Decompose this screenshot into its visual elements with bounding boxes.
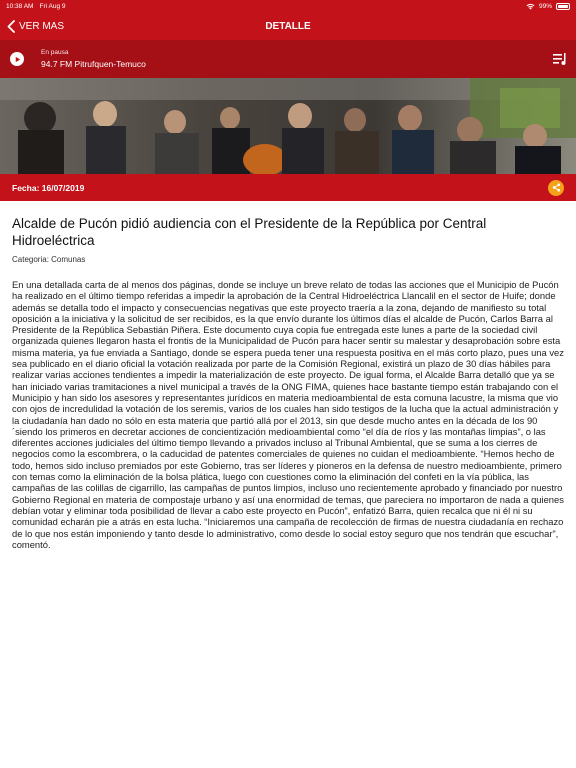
- player-station: 94.7 FM Pitrufquen-Temuco: [41, 59, 146, 69]
- date-bar: [0, 174, 576, 201]
- wifi-icon: [526, 3, 535, 10]
- status-time: 10:38 AM: [6, 2, 34, 10]
- article-body: En una detallada carta de al menos dos páginas, donde se incluye un breve relato de todas las acciones que el Municipio de Pucón ha realizado en el último tiempo referidas a impedir la aprobación de la Central Hidroeléctrica Llancalil en el sector de Huife; donde además se detalla todo el impacto y consecuencias negativas que este proyecto traería a la zona, dejando de manifiesto su total oposición a la iniciativa y la solicitud de ser recibidos, es la que envío durante los últimos días el alcalde de Pucón, Carlos Barra al Presidente de la República Sebastián Piñera. Este documento cuya copia fue entregada este lunes a parte de la sociedad civil organizada quienes llegaron hasta el frontis de la Municipalidad de Pucón para hacer sentir su malestar y desaprobación sobre esta misma materia, ya fue enviada a Santiago, donde se espera pueda tener una respuesta positiva en el más corto plazo, pues una vez sea publicado en el diario oficial la votación realizada por parte de la Comisión Regional, existirá un plazo de 30 días hábiles para realizar varias acciones tendientes a impedir la materialización de este proyecto. De igual forma, el Alcalde Barra detalló que ya se han iniciado varias tramitaciones a nivel municipal a través de la ONG FIMA, quienes hace bastante tiempo están trabajando con el Municipio y han sido los asesores y representantes jurídicos en materia medioambiental de esta comuna lacustre, la misma que vio con ojos de incredulidad la votación de los seremis, varios de los cuales han sido testigos de la lucha que la actual administración y la ciudadanía han dado no sólo en esta materia que partió allá por el 2013, sin que desde mucho antes en la década de los 90´siendo los primeros en decretar acciones de concientización medioambiental como “el día de ríos y las montañas limpias”, o las diferentes acciones judiciales del último tiempo llevando a privados incluso al Tribunal Ambiental, que se suma a los cierres de negocios como la escombrera, o la caducidad de patentes comerciales de quienes no cuidan el medioambiente. “Hemos hecho de todo, hemos sido incluso premiados por este Gobierno, tras ser líderes y pioneros en la defensa de nuestro medioambiente, primero con temas como la eliminación de la bolsa plática, luego con cuestiones como la eliminación del confeti en la vía pública, las campañas de las colillas de cigarrillo, las campañas de puntos limpios, incluso uno recientemente aprobado y financiado por nuestro Gobierno Regional en materia de compostaje urbano y así una enormidad de temas, que pareciera no importaron de nada a quienes debían votar y eliminar toda posibilidad de llevar a cabo este proyecto en Pucón”, enfatizó Barra, quien recalca que ni él ni su comunidad echarán pie a atrás en esta lucha. “Iniciaremos una campaña de recolección de firmas de nuestra ciudadanía en rechazo de lo que nos están imponiendo y tanto desde lo administrativo, como desde lo social estoy seguro que nos tendrán que escuchar”, comentó.: [12, 279, 564, 550]
- chevron-left-icon: [7, 20, 15, 33]
- article-image: [0, 78, 576, 174]
- status-left: [6, 3, 65, 10]
- share-button[interactable]: [548, 180, 564, 196]
- play-button[interactable]: [10, 52, 24, 66]
- article-category: Categoria: Comunas: [12, 255, 86, 264]
- article-date: Fecha: 16/07/2019: [12, 182, 85, 193]
- player-status: En pausa: [41, 49, 69, 56]
- nav-bar: [0, 12, 576, 40]
- status-date: Fri Aug 9: [39, 2, 66, 10]
- article-title: Alcalde de Pucón pidió audiencia con el Presidente de la República por Central Hidroeléctrica: [12, 216, 487, 248]
- playlist-icon[interactable]: [553, 53, 567, 66]
- battery-icon: [556, 3, 570, 10]
- radio-player: [0, 40, 576, 78]
- status-bar: [0, 0, 576, 12]
- player-info: [41, 49, 146, 69]
- back-button[interactable]: [0, 20, 64, 33]
- status-right: [526, 3, 570, 10]
- back-label: VER MAS: [19, 20, 65, 32]
- article: [0, 201, 576, 550]
- share-icon: [552, 183, 561, 192]
- meeting-photo: [0, 78, 576, 174]
- play-icon: [14, 56, 21, 63]
- app-header: [0, 0, 576, 40]
- battery-percent: 99%: [538, 2, 552, 10]
- page-title: DETALLE: [265, 20, 311, 32]
